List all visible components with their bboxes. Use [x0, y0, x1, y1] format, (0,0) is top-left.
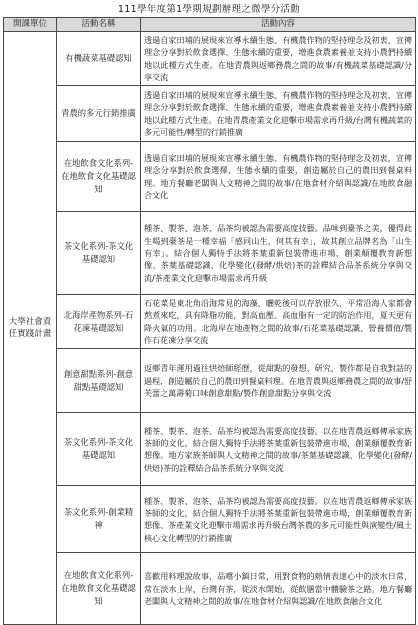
activity-name: 茶文化系列-茶文化基礎認知 — [57, 413, 141, 486]
activity-content: 透過自家田埔的展現來宣導永續生態、有機農作物的堅持理念及初衷，宣傳理念分享對於飲食選擇、生態永續的重要，增進食農素養並支持小農們持續地以此種方式生產。在地青農與返鄉務農之間的故事/有機蔬菜基礎認識/分享交流 — [141, 32, 416, 86]
table-row — [4, 32, 416, 86]
unit-cell: 大學社會責任實踐計畫 — [4, 32, 57, 625]
table-row — [4, 349, 416, 413]
table-row — [4, 142, 416, 212]
activity-name: 在地飲食文化系列-在地飲食文化基礎認知 — [57, 142, 141, 212]
activity-name: 北海岸產物系列-石花凍基礎認知 — [57, 295, 141, 349]
activity-content: 石花菜是東北角沿海常見的海藻，曬乾後可以存放很久，平常沿海人家都會熬煮來吃，具有降脂功能，對高血壓、高血脂有一定的防治作用，夏天更有降火氣的功用。北海岸在地產物之間的故事/石花菜基礎認識、營養價值/製作石花凍分享交流 — [141, 295, 416, 349]
activity-content: 種茶、製茶、泡茶、品茶均被認為需要高度技藝。品味到臺茶之美，優得此生喝到臺茶是一種幸福「感同山生，何其有幸」，故其創立品牌名為「山生有幸」。結合個人獨特手法將茶葉重新包裝帶進市場，創業顛覆教育新想像、茶葉基礎認識、化學變化(發酵/烘焙)茶的詮釋結合品茶系統分享與交流/茶產業文化迎擊市場需求再升級 — [141, 212, 416, 295]
table-row — [4, 553, 416, 625]
activity-content: 喜歡用料理說故事，品嚐小鎮日常，用對食物的熱情表達心中的淡水日常，常在淡水上岸，台灣有茶，從淡水開始，從飲膳當中體驗茶之路。地方餐廳老闆與人文精神之間的故事/在地食材介紹與認識/在地飲食融合文化 — [141, 553, 416, 625]
activity-name: 茶文化系列-茶文化基礎認知 — [57, 212, 141, 295]
table-row — [4, 212, 416, 295]
activity-name: 青農的多元行銷推廣 — [57, 86, 141, 142]
header-unit: 開課單位 — [4, 18, 57, 32]
activity-name: 創意甜點系列-創意甜點基礎認知 — [57, 349, 141, 413]
activity-content: 透過自家田埔的展現來宣導永續生態、有機農作物的堅持理念及初衷，宣傳理念分享對於飲食選擇、生態永續的重要，增進食農素養並支持小農們持續地以此種方式生產。在地青農產業文化迎擊市場需求再升級/台灣有機蔬菜的多元可能性/轉型的行銷推廣 — [141, 86, 416, 142]
table-row — [4, 486, 416, 553]
table-row — [4, 413, 416, 486]
table-header-row — [4, 18, 416, 32]
activity-name: 在地飲食文化系列-在地飲食文化基礎認知 — [57, 553, 141, 625]
activity-content: 種茶、製茶、泡茶、品茶均被認為需要高度技藝。以在地青農返鄉傳承家族茶師的文化，結合個人獨特手法將茶葉重新包裝帶進市場，創業顛覆教育新想像。地方家族茶師與人文精神之間的故事/茶葉基礎認識、化學變化(發酵/烘焙)茶的詮釋結合品茶系統分享與交流 — [141, 413, 416, 486]
activity-name: 有機蔬菜基礎認知 — [57, 32, 141, 86]
activity-content: 返鄉青年運用過往烘焙師經歷，從甜點的發想、研究、製作都是自我對話的過程，創造屬於自己的農田到餐桌料理。在地青農與返鄉務農之間的故事/舒芙蕾之萬壽菊口味創意甜點/製作創意甜點分享與交流 — [141, 349, 416, 413]
header-name: 活動名稱 — [57, 18, 141, 32]
activity-table — [3, 17, 416, 625]
activity-content: 透過自家田埔的展現來宣導永續生態、有機農作物的堅持理念及初衷，宣傳理念分享對於飲食選擇、生態永續的重要，創造屬於自己的農田到餐桌料理。地方餐廳老闆與人文精神之間的故事/在地食材介紹與認識/在地飲食融合文化 — [141, 142, 416, 212]
header-content: 活動內容 — [141, 18, 416, 32]
page-title: 111學年度第1學期規劃辦理之微學分活動 — [117, 4, 301, 15]
table-row — [4, 86, 416, 142]
activity-content: 種茶、製茶、泡茶、品茶均被認為需要高度技藝。以在地青農返鄉傳承家族茶師的文化，結合個人獨特手法將茶葉重新包裝帶進市場，創業顛覆教育新想像、茶產業文化迎擊市場需求再升級台灣茶農的多元可能性與演變性/風土核心文化轉型的行銷推廣 — [141, 486, 416, 553]
table-row — [4, 295, 416, 349]
activity-name: 茶文化系列-創業精神 — [57, 486, 141, 553]
